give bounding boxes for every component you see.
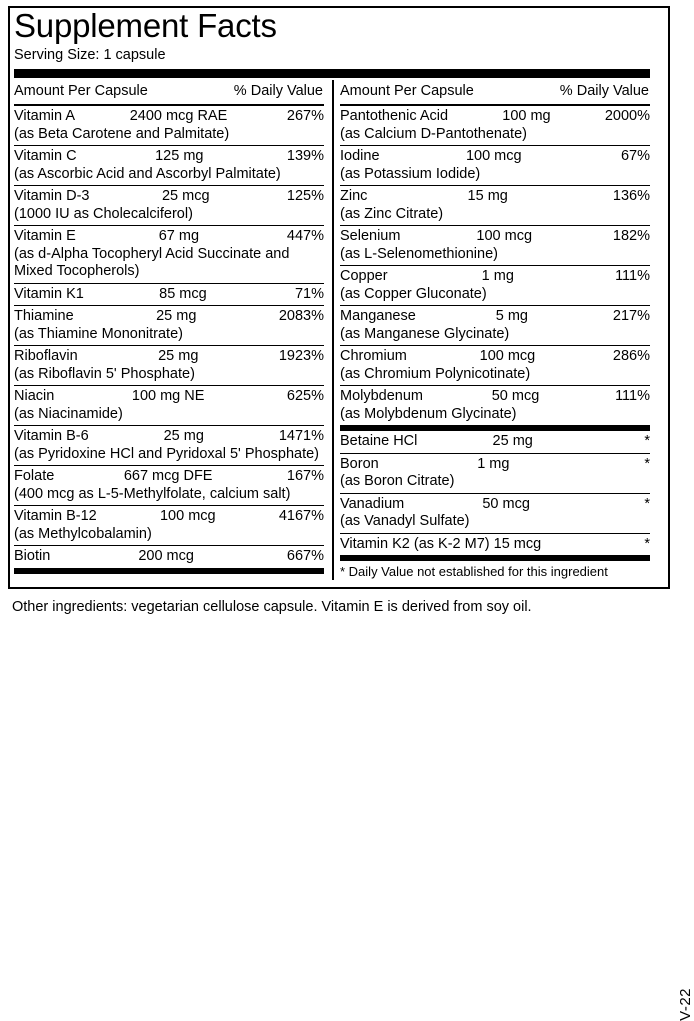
nutrient-dv: 625% <box>286 388 324 404</box>
nutrient-source: (as Beta Carotene and Palmitate) <box>14 125 230 142</box>
nutrient-columns <box>14 78 650 580</box>
nutrient-name: Riboflavin <box>14 348 78 364</box>
table-row <box>340 146 650 186</box>
nutrient-name: Folate <box>14 468 55 484</box>
nutrient-dv: 667% <box>286 548 324 564</box>
column-divider <box>324 78 340 580</box>
table-row <box>14 284 324 307</box>
serving-size: Serving Size: 1 capsule <box>14 47 166 63</box>
nutrient-amount: 1 mg <box>477 455 510 472</box>
amount-header: Amount Per Capsule <box>340 83 474 99</box>
nutrient-dv: 111% <box>615 268 650 284</box>
column-header-left <box>14 78 324 106</box>
header-rule <box>14 69 650 78</box>
nutrient-source: (as Niacinamide) <box>14 405 123 422</box>
table-row <box>14 146 324 186</box>
nutrient-source: (1000 IU as Cholecalciferol) <box>14 205 193 222</box>
table-row <box>340 186 650 226</box>
table-row <box>14 426 324 466</box>
nutrient-dv: * <box>644 455 650 472</box>
nutrient-source: (as Calcium D-Pantothenate) <box>340 125 527 142</box>
table-row <box>14 306 324 346</box>
footnote: * Daily Value not established for this ingredient <box>340 564 608 579</box>
table-row <box>340 494 650 534</box>
nutrient-dv: 67% <box>620 148 650 164</box>
nutrient-source: (as Ascorbic Acid and Ascorbyl Palmitate) <box>14 165 281 182</box>
table-row <box>340 266 650 306</box>
nutrient-source: (as Potassium Iodide) <box>340 165 481 182</box>
table-row <box>340 534 650 562</box>
nutrient-dv: 2000% <box>604 108 650 124</box>
nutrient-name: Niacin <box>14 388 55 404</box>
nutrient-name: Vitamin D-3 <box>14 188 90 204</box>
right-nutrient-column <box>340 78 650 580</box>
nutrient-amount: 5 mg <box>495 308 529 324</box>
side-code: V-22 <box>677 988 694 1021</box>
nutrient-name: Thiamine <box>14 308 74 324</box>
nutrient-name: Vitamin B-6 <box>14 428 89 444</box>
table-row <box>14 106 324 146</box>
amount-header: Amount Per Capsule <box>14 83 148 99</box>
nutrient-name: Vitamin E <box>14 228 76 244</box>
nutrient-name: Boron <box>340 455 379 472</box>
nutrient-source: (as L-Selenomethionine) <box>340 245 498 262</box>
nutrient-dv: 447% <box>286 228 324 244</box>
nutrient-amount: 1 mg <box>481 268 514 284</box>
nutrient-amount: 667 mcg DFE <box>123 468 213 484</box>
nutrient-dv: * <box>644 495 650 512</box>
nutrient-name: Vitamin C <box>14 148 77 164</box>
column-header-right <box>340 78 650 106</box>
table-row <box>14 546 324 574</box>
nutrient-amount: 100 mcg <box>159 508 216 524</box>
nutrient-dv: * <box>644 535 650 552</box>
nutrient-dv: * <box>644 433 650 449</box>
nutrient-amount: 25 mg <box>156 308 197 324</box>
label-content <box>14 8 650 580</box>
nutrient-name: Manganese <box>340 308 416 324</box>
nutrient-dv: 2083% <box>278 308 324 324</box>
nutrient-amount: 100 mg <box>502 108 551 124</box>
nutrient-amount: 100 mcg <box>479 348 536 364</box>
table-row <box>340 346 650 386</box>
nutrient-source: (as Thiamine Mononitrate) <box>14 325 183 342</box>
nutrient-amount: 100 mcg <box>476 228 533 244</box>
nutrient-source: (as Zinc Citrate) <box>340 205 444 222</box>
table-row <box>340 454 650 494</box>
nutrient-name: Zinc <box>340 188 368 204</box>
nutrient-source: (as Chromium Polynicotinate) <box>340 365 531 382</box>
nutrient-amount: 15 mg <box>467 188 508 204</box>
nutrient-dv: 167% <box>286 468 324 484</box>
nutrient-amount: 25 mcg <box>161 188 210 204</box>
nutrient-source: (as Riboflavin 5' Phosphate) <box>14 365 195 382</box>
nutrient-dv: 71% <box>294 285 324 302</box>
nutrient-name: Selenium <box>340 228 401 244</box>
nutrient-dv: 182% <box>612 228 650 244</box>
page-title: Supplement Facts <box>14 7 277 44</box>
nutrient-dv: 286% <box>612 348 650 364</box>
nutrient-name: Vitamin K1 <box>14 285 84 302</box>
table-row <box>14 226 324 284</box>
table-row <box>340 306 650 346</box>
nutrient-name: Biotin <box>14 548 51 564</box>
daily-value-header: % Daily Value <box>559 83 649 99</box>
nutrient-source: (as Vanadyl Sulfate) <box>340 513 470 529</box>
nutrient-amount: 100 mcg <box>465 148 522 164</box>
nutrient-amount: 50 mcg <box>491 388 540 404</box>
nutrient-dv: 217% <box>612 308 650 324</box>
nutrient-source: (as Pyridoxine HCl and Pyridoxal 5' Phosphate) <box>14 445 320 462</box>
other-ingredients: Other ingredients: vegetarian cellulose capsule. Vitamin E is derived from soy oil. <box>12 599 532 615</box>
nutrient-dv: 139% <box>286 148 324 164</box>
table-row <box>340 226 650 266</box>
nutrient-amount: 25 mg <box>158 348 199 364</box>
table-row <box>340 106 650 146</box>
nutrient-source: (400 mcg as L-5-Methylfolate, calcium salt) <box>14 485 291 502</box>
table-row <box>14 346 324 386</box>
nutrient-amount: 50 mcg <box>482 495 530 512</box>
nutrient-name: Pantothenic Acid <box>340 108 449 124</box>
nutrient-source: (as Methylcobalamin) <box>14 525 152 542</box>
daily-value-header: % Daily Value <box>233 83 323 99</box>
nutrient-name: Chromium <box>340 348 407 364</box>
nutrient-source: (as Manganese Glycinate) <box>340 325 510 342</box>
nutrient-amount: 200 mcg <box>138 548 194 564</box>
nutrient-dv: 136% <box>612 188 650 204</box>
nutrient-source: (as d-Alpha Tocopheryl Acid Succinate and Mixed Tocopherols) <box>14 245 290 279</box>
nutrient-name: Vanadium <box>340 495 405 512</box>
table-row <box>14 186 324 226</box>
table-row <box>340 386 650 431</box>
side-code-container <box>657 490 694 1021</box>
table-row <box>14 506 324 546</box>
nutrient-amount: 25 mg <box>163 428 204 444</box>
left-nutrient-column <box>14 78 324 580</box>
nutrient-name: Iodine <box>340 148 380 164</box>
nutrient-source: (as Molybdenum Glycinate) <box>340 405 517 422</box>
nutrient-amount: 100 mg NE <box>131 388 205 404</box>
table-row <box>340 431 650 454</box>
nutrient-amount: 2400 mcg RAE <box>129 108 228 124</box>
nutrient-source: (as Copper Gluconate) <box>340 285 487 302</box>
nutrient-name: Vitamin B-12 <box>14 508 97 524</box>
table-row <box>14 466 324 506</box>
nutrient-amount: 125 mg <box>155 148 204 164</box>
nutrient-dv: 125% <box>286 188 324 204</box>
nutrient-amount: 85 mcg <box>159 285 207 302</box>
nutrient-dv: 1471% <box>278 428 324 444</box>
nutrient-source: (as Boron Citrate) <box>340 473 455 489</box>
nutrient-name: Vitamin A <box>14 108 75 124</box>
nutrient-name: Copper <box>340 268 388 284</box>
nutrient-name: Molybdenum <box>340 388 424 404</box>
nutrient-name: Betaine HCl <box>340 433 418 449</box>
nutrient-amount: 67 mg <box>158 228 200 244</box>
nutrient-name: Vitamin K2 (as K-2 M7) 15 mcg <box>340 535 542 552</box>
nutrient-dv: 267% <box>286 108 324 124</box>
nutrient-dv: 4167% <box>278 508 324 524</box>
nutrient-dv: 1923% <box>278 348 324 364</box>
table-row <box>14 386 324 426</box>
nutrient-dv: 111% <box>615 388 650 404</box>
nutrient-amount: 25 mg <box>492 433 533 449</box>
